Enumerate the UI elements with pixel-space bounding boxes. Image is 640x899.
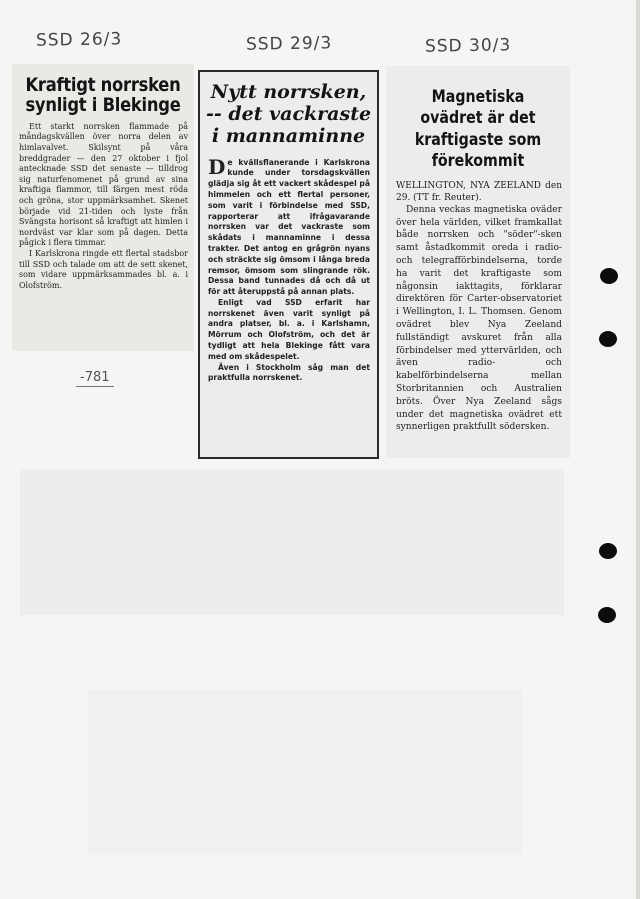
- punch-hole: [599, 543, 617, 559]
- punch-hole: [599, 331, 617, 347]
- archive-number-1: -781: [76, 370, 114, 387]
- clipping-3-dateline: WELLINGTON, NYA ZEELAND den 29. (TT fr. Reuter).: [396, 180, 562, 203]
- clipping-2-headline: Nytt norrsken, -- det vackraste i mannaminne: [205, 81, 372, 147]
- clipping-2-paragraph: Även i Stockholm såg man det praktfulla norrskenet.: [208, 362, 370, 383]
- clipping-2-paragraph-text: e kvällsflanerande i Karlskrona kunde under torsdagskvällen glädja sig åt ett vackert skådespel på himmelen och ett flertal personer, som varit i förbindelse med SSD, rapporterar att ifrågavarande norrsken var det vackraste som skådats i mannaminne i dessa trakter. Det antog en grågrön nyans och sträckte sig ömsom i långa breda remsor, ömsom som slingrande rök. Dessa band tunnades då och då ut för att återuppstå på annan plats.: [208, 157, 370, 297]
- clipping-3-body: [386, 204, 570, 434]
- clipping-new-aurora: [198, 70, 379, 459]
- clipping-2-dropcap: D: [208, 154, 226, 179]
- clipping-1-paragraph: I Karlskrona ringde ett flertal stadsbor till SSD och talade om att de sett skenet, som vidare uppmärksammades bl. a. i Olofström.: [19, 249, 188, 290]
- clipping-1-headline: Kraftigt norrsken synligt i Blekinge: [25, 74, 181, 116]
- clipping-1-body: [12, 116, 194, 292]
- clipping-2-paragraph: Enligt vad SSD erfarit har norrskenet även varit synligt på andra platser, bl. a. i Karlshamn, Mörrum och Olofström, och det är tydligt att hela Blekinge fått vara med om skådespelet.: [208, 297, 370, 361]
- handwritten-date-2: SSD 29/3: [245, 33, 333, 55]
- clipping-aurora-blekinge: [12, 64, 194, 351]
- clipping-3-paragraph: Denna veckas magnetiska oväder över hela världen, vilket framkallat både norrsken och "söder"-sken samt åstadkommit oreda i radio- och telegrafförbindelserna, torde ha varit det kraftigaste som någonsin iakttagits, förklarar direktören för Carter-observatoriet i Wellington, I. L. Thomsen. Genom ovädret blev Nya Zeeland fullständigt avskuret från alla förbindelser med yttervärlden, och även radio- och kabelförbindelserna mellan Storbritannien och Australien bröts. Över Nya Zeeland sågs under det magnetiska ovädret ett synnerligen praktfullt södersken.: [396, 204, 562, 433]
- clipping-2-paragraph: [208, 154, 370, 298]
- faded-clipping-area: [88, 690, 522, 855]
- clipping-1-paragraph: Ett starkt norrsken flammade på måndagskvällen över norra delen av himlavalvet. Skilsynt på våra breddgrader — den 27 oktober i fjol antecknade SSD det senaste — tilldrog sig naturfenomenet på grund av sina kraftiga flammor, till färgen mest röda och gröna, stor uppmärksamhet. Skenet började vid 21-tiden och lyste från Svängsta horisont så kraftigt att himlen i nordväst var klar som på dagen. Detta pågick i flera timmar.: [19, 121, 188, 248]
- handwritten-date-3: SSD 30/3: [424, 35, 512, 57]
- handwritten-date-1: SSD 26/3: [35, 29, 123, 51]
- punch-hole: [600, 268, 618, 284]
- page-edge: [636, 0, 640, 899]
- faded-clipping-area: [20, 470, 564, 615]
- clipping-2-body: [200, 148, 377, 385]
- punch-hole: [598, 607, 616, 623]
- clipping-magnetic-storm: [386, 66, 570, 458]
- clipping-3-headline: Magnetiska ovädret är det kraftigaste som förekommit: [414, 87, 542, 171]
